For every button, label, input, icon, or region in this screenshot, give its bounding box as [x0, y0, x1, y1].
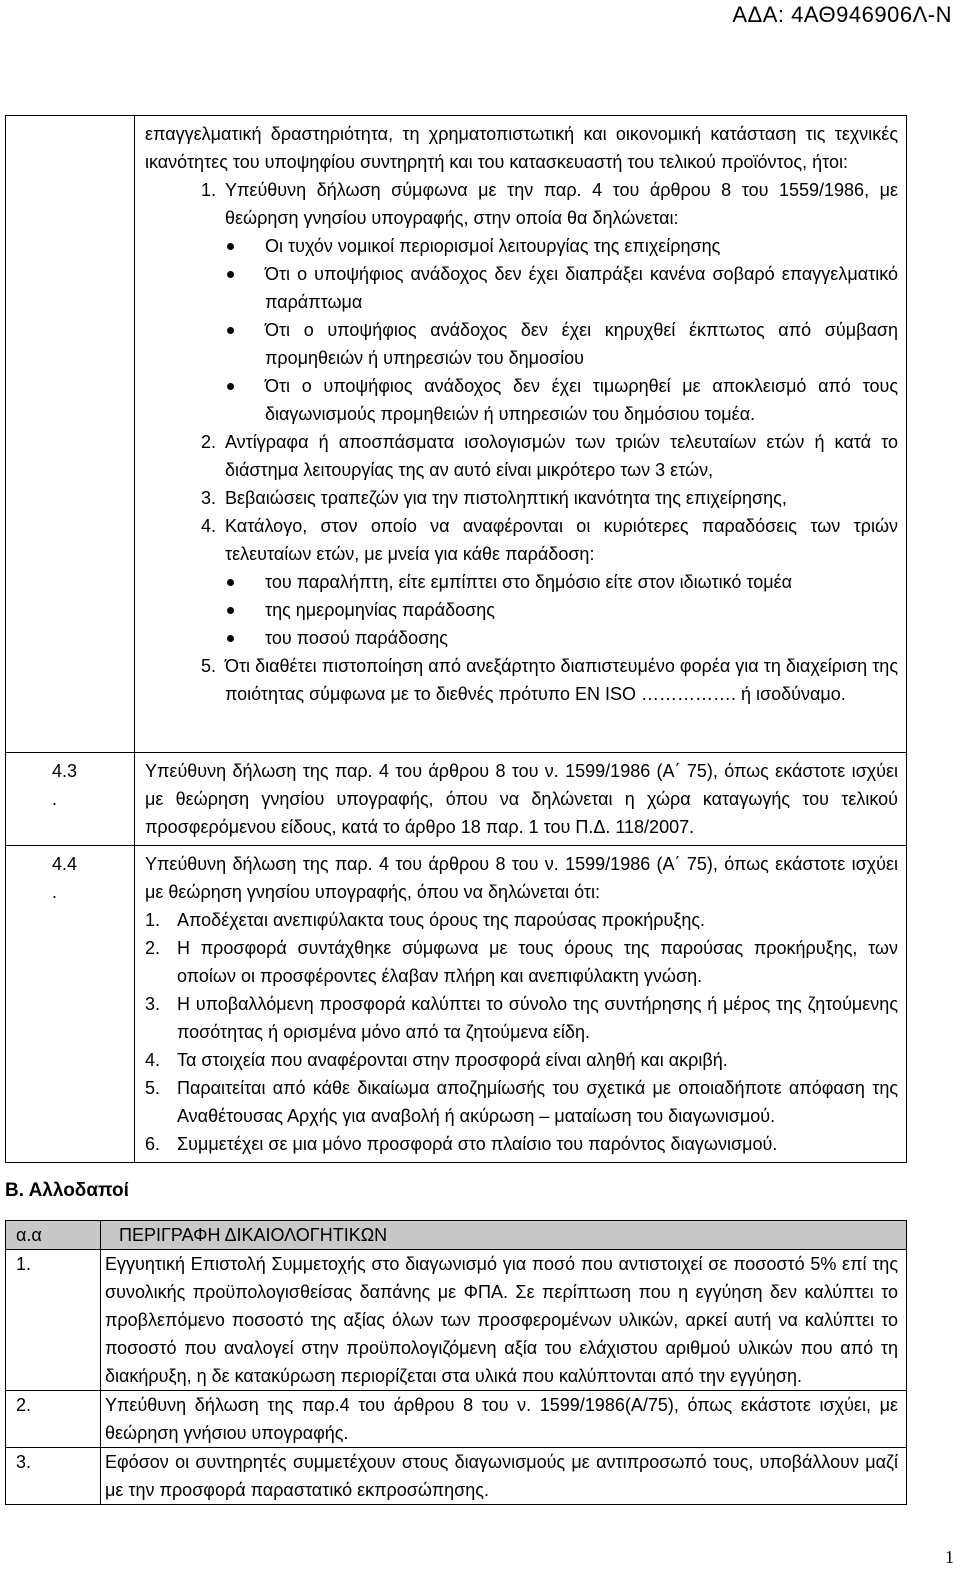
header-title: ΠΕΡΙΓΡΑΦΗ ΔΙΚΑΙΟΛΟΓΗΤΙΚΩΝ — [101, 1221, 907, 1250]
requirements-list — [145, 176, 898, 708]
row-content-cell — [135, 116, 907, 753]
row-number-dot: . — [52, 882, 58, 902]
item-text: Συμμετέχει σε μια μόνο προσφορά στο πλαίσιο του παρόντος διαγωνισμού. — [177, 1134, 778, 1154]
foreign-documents-table — [5, 1220, 907, 1505]
list-item — [145, 906, 898, 934]
row-number: 2. — [6, 1391, 101, 1448]
item-text: Αποδέχεται ανεπιφύλακτα τους όρους της παρούσας προκήρυξης. — [177, 910, 706, 930]
list-item — [145, 1046, 898, 1074]
bullet-item: Οι τυχόν νομικοί περιορισμοί λειτουργίας της επιχείρησης — [225, 232, 898, 260]
table-header-row — [6, 1221, 907, 1250]
list-item — [145, 1130, 898, 1158]
item-number: 2. — [201, 432, 217, 452]
row-number: 3. — [6, 1448, 101, 1505]
row-number-cell — [6, 846, 135, 1163]
list-item — [145, 512, 898, 652]
row-text: Υπεύθυνη δήλωση της παρ. 4 του άρθρου 8 του ν. 1599/1986 (Α΄ 75), όπως εκάστοτε ισχύει με θεώρηση γνησίου υπογραφής, όπου να δηλώνεται η χώρα καταγωγής του τελικού προσφερόμενου είδους, κατά το άρθρο 18 παρ. 1 του Π.Δ. 118/2007. — [145, 761, 898, 837]
bullet-list — [225, 568, 898, 652]
list-item — [145, 652, 898, 708]
item-text: Ότι διαθέτει πιστοποίηση από ανεξάρτητο διαπιστευμένο φορέα για τη διαχείριση της ποιότητας σύμφωνα με το διεθνές πρότυπο EN ISO ……………. ή ισοδύναμο. — [225, 656, 898, 704]
list-item — [145, 176, 898, 428]
item-number: 1. — [201, 180, 217, 200]
bullet-item: της ημερομηνίας παράδοσης — [225, 596, 898, 624]
item-text: Αντίγραφα ή αποσπάσματα ισολογισμών των τριών τελευταίων ετών ή κατά το διάστημα λειτουργίας της αν αυτό είναι μικρότερο των 3 ετών, — [225, 432, 898, 480]
row-text: Υπεύθυνη δήλωση της παρ. 4 του άρθρου 8 του ν. 1599/1986 (Α΄ 75), όπως εκάστοτε ισχύει με θεώρηση γνησίου υπογραφής, όπου να δηλώνεται ότι: — [145, 854, 898, 902]
row-text: Υπεύθυνη δήλωση της παρ.4 του άρθρου 8 του ν. 1599/1986(Α/75), όπως εκάστοτε ισχύει, με θεώρηση γνήσιου υπογραφής. — [101, 1391, 907, 1448]
row-number: 1. — [6, 1250, 101, 1391]
row-number-cell — [6, 116, 135, 753]
table-row — [6, 116, 907, 753]
bullet-item: Ότι ο υποψήφιος ανάδοχος δεν έχει κηρυχθεί έκπτωτος από σύμβαση προμηθειών ή υπηρεσιών του δημοσίου — [225, 316, 898, 372]
table-row — [6, 846, 907, 1163]
bullet-item: του παραλήπτη, είτε εμπίπτει στο δημόσιο είτε στον ιδιωτικό τομέα — [225, 568, 898, 596]
item-number: 6. — [145, 1134, 161, 1154]
item-number: 4. — [145, 1050, 161, 1070]
section-heading: Β. Αλλοδαποί — [5, 1180, 129, 1201]
list-item — [145, 484, 898, 512]
item-text: Υπεύθυνη δήλωση σύμφωνα με την παρ. 4 του άρθρου 8 του 1559/1986, με θεώρηση γνησίου υπογραφής, στην οποία θα δηλώνεται: — [225, 180, 898, 228]
row-number: 4.3 — [52, 761, 78, 781]
item-text: Κατάλογο, στον οποίο να αναφέρονται οι κυριότερες παραδόσεις των τριών τελευταίων ετών, με μνεία για κάθε παράδοση: — [225, 516, 898, 564]
intro-text: επαγγελματική δραστηριότητα, τη χρηματοπιστωτική και οικονομική κατάσταση τις τεχνικές ικανότητες του υποψηφίου συντηρητή και του κατασκευαστή του τελικού προϊόντος, ήτοι: — [145, 124, 898, 172]
item-text: Τα στοιχεία που αναφέρονται στην προσφορά είναι αληθή και ακριβή. — [177, 1050, 728, 1070]
row-content-cell — [135, 846, 907, 1163]
list-item — [145, 1074, 898, 1130]
item-number: 5. — [201, 656, 217, 676]
item-text: Η υποβαλλόμενη προσφορά καλύπτει το σύνολο της συντήρησης ή μέρος της ζητούμενης ποσότητας ή ορισμένα μόνο από τα ζητούμενα είδη. — [177, 994, 898, 1042]
row-text: Εφόσον οι συντηρητές συμμετέχουν στους διαγωνισμούς με αντιπροσωπό τους, υποβάλλουν μαζί με την προσφορά παραστατικό εκπροσώπησης. — [101, 1448, 907, 1505]
header-num: α.α — [6, 1221, 101, 1250]
table-row — [6, 1391, 907, 1448]
row-number-cell — [6, 753, 135, 846]
table-row — [6, 1250, 907, 1391]
item-text: Βεβαιώσεις τραπεζών για την πιστοληπτική ικανότητα της επιχείρησης, — [225, 488, 787, 508]
bullet-list — [225, 232, 898, 428]
declaration-list — [145, 906, 898, 1158]
list-item — [145, 428, 898, 484]
item-number: 2. — [145, 938, 161, 958]
row-number-dot: . — [52, 789, 58, 809]
item-number: 5. — [145, 1078, 161, 1098]
list-item — [145, 990, 898, 1046]
item-text: Παραιτείται από κάθε δικαίωμα αποζημίωσής του σχετικά με οποιαδήποτε απόφαση της Αναθέτουσας Αρχής για αναβολή ή ακύρωση – ματαίωση του διαγωνισμού. — [177, 1078, 898, 1126]
item-number: 4. — [201, 516, 217, 536]
row-content-cell — [135, 753, 907, 846]
list-item — [145, 934, 898, 990]
bullet-item: Ότι ο υποψήφιος ανάδοχος δεν έχει τιμωρηθεί με αποκλεισμό από τους διαγωνισμούς προμηθειών ή υπηρεσιών του δημόσιου τομέα. — [225, 372, 898, 428]
row-text: Εγγυητική Επιστολή Συμμετοχής στο διαγωνισμό για ποσό που αντιστοιχεί σε ποσοστό 5% επί της συνολικής προϋπολογισθείσας δαπάνης με ΦΠΑ. Σε περίπτωση που η εγγύηση δεν καλύπτει το προβλεπόμενο ποσοστό της αξίας όλων των προσφερομένων υλικών, αρκεί αυτή να καλύπτει το ποσοστό που αναλογεί στην προϋπολογιζόμενη αξία του ελάχιστου αριθμού υλικών που από τη διακήρυξη, η δε κατακύρωση περιορίζεται στα υλικά που καλύπτονται από την εγγύηση. — [101, 1250, 907, 1391]
ada-code: ΑΔΑ: 4ΑΘ946906Λ-Ν — [732, 2, 952, 27]
page-number: 1 — [945, 1547, 954, 1567]
item-number: 3. — [145, 994, 161, 1014]
bullet-item: Ότι ο υποψήφιος ανάδοχος δεν έχει διαπράξει κανένα σοβαρό επαγγελματικό παράπτωμα — [225, 260, 898, 316]
requirements-table — [5, 115, 907, 1163]
bullet-item: του ποσού παράδοσης — [225, 624, 898, 652]
item-number: 3. — [201, 488, 217, 508]
item-number: 1. — [145, 910, 161, 930]
table-row — [6, 1448, 907, 1505]
row-number: 4.4 — [52, 854, 78, 874]
table-row — [6, 753, 907, 846]
item-text: Η προσφορά συντάχθηκε σύμφωνα με τους όρους της παρούσας προκήρυξης, των οποίων οι προσφέροντες έλαβαν πλήρη και ανεπιφύλακτη γνώση. — [177, 938, 898, 986]
